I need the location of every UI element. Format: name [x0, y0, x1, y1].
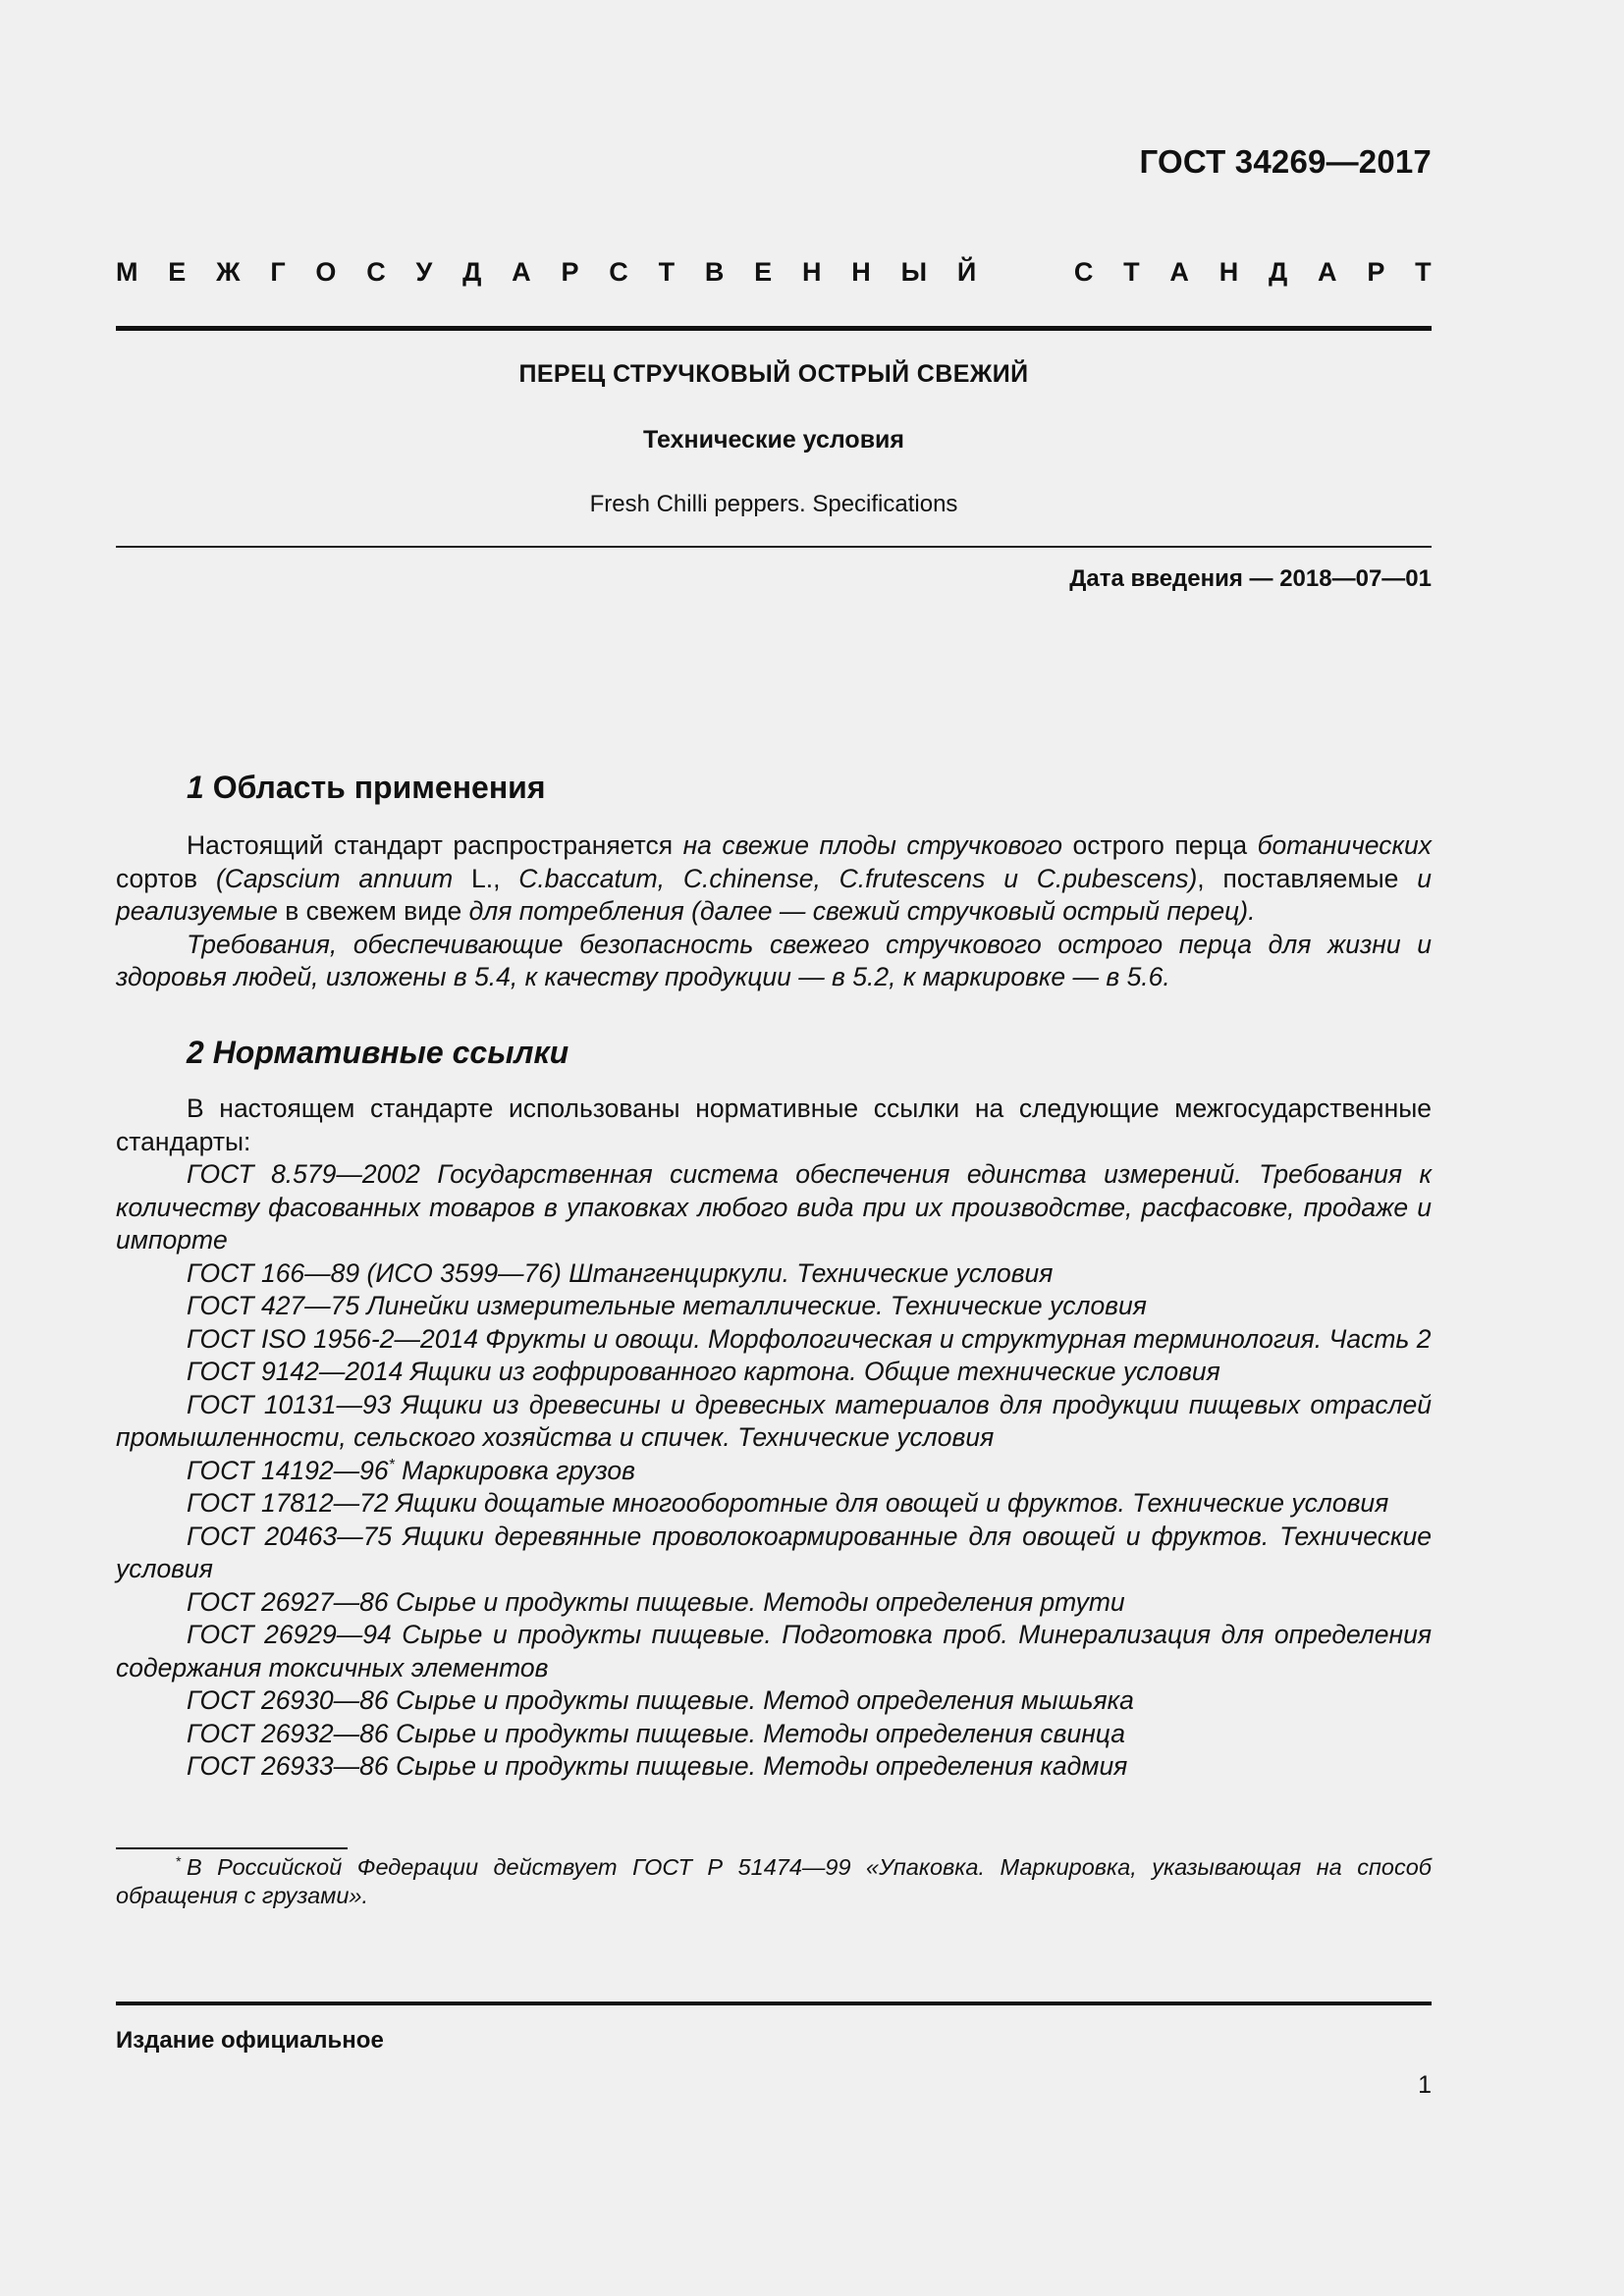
banner-letter: Р	[1367, 257, 1385, 287]
text-run: сортов	[116, 863, 216, 893]
banner-letter: А	[512, 257, 531, 287]
text-run: ГОСТ 14192—96	[187, 1455, 389, 1485]
section-number: 1	[187, 770, 204, 805]
text-run: L.,	[453, 863, 519, 893]
reference-item: ГОСТ 26929—94 Сырье и продукты пищевые. Подготовка проб. Минерализация для определения содержания токсичных элементов	[116, 1620, 1432, 1682]
reference-item: ГОСТ 8.579—2002 Государственная система обеспечения единства измерений. Требования к количеству фасованных товаров в упаковках любого вида при их производстве, расфасовке, продаже и импорте	[116, 1159, 1432, 1255]
section-2-heading	[187, 1035, 568, 1071]
text-run: , поставляемые	[1197, 863, 1418, 893]
page-number: 1	[1418, 2071, 1432, 2099]
footnote-text: В Российской Федерации действует ГОСТ Р 51474—99 «Упаковка. Маркировка, указывающая на способ обращения с грузами».	[116, 1854, 1432, 1908]
footnote-marker[interactable]: *	[388, 1456, 395, 1473]
header-rule-thick	[116, 326, 1432, 331]
banner-letter: С	[609, 257, 628, 287]
banner-letter: Н	[1218, 257, 1239, 287]
paragraph: В настоящем стандарте использованы нормативные ссылки на следующие межгосударственные стандарты:	[116, 1094, 1432, 1156]
footnote-rule	[116, 1847, 348, 1849]
text-run: в свежем виде	[277, 896, 469, 926]
section-1-heading	[187, 770, 546, 806]
reference-item: ГОСТ 26930—86 Сырье и продукты пищевые. Метод определения мышьяка	[187, 1685, 1134, 1715]
banner-letter: А	[1169, 257, 1189, 287]
banner-letter: Е	[168, 257, 187, 287]
text-run: (Capscium annuum	[215, 863, 454, 893]
document-english-title: Fresh Chilli peppers. Specifications	[589, 491, 958, 517]
text-run: Настоящий стандарт распространяется	[187, 830, 683, 860]
footer-rule	[116, 2002, 1432, 2005]
banner-letter: Ж	[216, 257, 241, 287]
title-rule	[116, 546, 1432, 548]
text-run: ботанических	[1257, 830, 1432, 860]
reference-item: ГОСТ 17812—72 Ящики дощатые многооборотные для овощей и фруктов. Технические условия	[187, 1488, 1389, 1518]
interstate-standard-banner	[116, 257, 1432, 288]
banner-letter: Й	[956, 257, 977, 287]
banner-letter: Д	[1269, 257, 1288, 287]
document-page	[116, 0, 1432, 2296]
section-title: Нормативные ссылки	[212, 1035, 569, 1070]
text-run: Маркировка грузов	[394, 1455, 635, 1485]
footnote-mark-symbol: *	[175, 1853, 181, 1870]
introduction-date: Дата введения — 2018—07—01	[1069, 565, 1432, 592]
reference-item: ГОСТ 166—89 (ИСО 3599—76) Штангенциркули. Технические условия	[187, 1257, 1054, 1288]
section-number: 2	[187, 1035, 204, 1070]
reference-item: ГОСТ 26932—86 Сырье и продукты пищевые. Методы определения свинца	[187, 1718, 1125, 1748]
banner-letter: Р	[561, 257, 579, 287]
reference-item: ГОСТ 9142—2014 Ящики из гофрированного картона. Общие технические условия	[187, 1357, 1220, 1386]
document-subtitle: Технические условия	[642, 426, 905, 454]
reference-item: ГОСТ 26927—86 Сырье и продукты пищевые. Методы определения ртути	[187, 1586, 1125, 1617]
banner-letter: А	[1318, 257, 1337, 287]
banner-word-gap	[1006, 257, 1044, 288]
banner-letter: Г	[270, 257, 286, 287]
banner-letter: С	[366, 257, 386, 287]
banner-letter: У	[415, 257, 433, 287]
reference-item: ГОСТ 20463—75 Ящики деревянные проволокоармированные для овощей и фруктов. Технические условия	[116, 1521, 1432, 1583]
text-run: C.baccatum, C.chinense, C.frutescens и C.pubescens)	[518, 863, 1198, 893]
banner-letter: М	[116, 257, 138, 287]
banner-letter: О	[315, 257, 337, 287]
banner-letter: Е	[754, 257, 773, 287]
banner-letter: Ы	[900, 257, 928, 287]
banner-letter: Н	[851, 257, 871, 287]
banner-letter: Д	[462, 257, 482, 287]
banner-letter: Т	[658, 257, 676, 287]
paragraph: Требования, обеспечивающие безопасность свежего стручкового острого перца для жизни и здоровья людей, изложены в 5.4, к качеству продукции — в 5.2, к маркировке — в 5.6.	[116, 929, 1432, 991]
banner-letter: В	[704, 257, 725, 287]
footnote	[116, 1853, 1432, 1910]
official-edition-label: Издание официальное	[116, 2027, 384, 2054]
banner-letter: Т	[1123, 257, 1140, 287]
banner-letter: С	[1073, 257, 1094, 287]
text-run: острого перца	[1062, 830, 1258, 860]
reference-item: ГОСТ 427—75 Линейки измерительные металлические. Технические условия	[187, 1291, 1147, 1320]
reference-item: ГОСТ 26933—86 Сырье и продукты пищевые. Методы определения кадмия	[187, 1751, 1128, 1781]
reference-item	[116, 1455, 1432, 1488]
reference-item: ГОСТ ISO 1956-2—2014 Фрукты и овощи. Морфологическая и структурная терминология. Часть 2	[187, 1323, 1432, 1354]
section-title: Область применения	[212, 770, 546, 805]
paragraph	[116, 829, 1432, 929]
document-title: ПЕРЕЦ СТРУЧКОВЫЙ ОСТРЫЙ СВЕЖИЙ	[518, 360, 1029, 388]
section-1-body	[116, 829, 1432, 994]
section-2-body	[116, 1093, 1432, 1784]
text-run: для потребления (далее — свежий стручковый острый перец).	[468, 896, 1256, 926]
banner-letter: Т	[1415, 257, 1432, 287]
text-run: и реализуемые	[116, 863, 1432, 926]
standard-code: ГОСТ 34269—2017	[1139, 143, 1432, 180]
reference-item: ГОСТ 10131—93 Ящики из древесины и древесных материалов для продукции пищевых отраслей промышленности, сельского хозяйства и спичек. Технические условия	[116, 1389, 1432, 1452]
footnote-mark	[116, 1853, 187, 1882]
text-run: на свежие плоды стручкового	[682, 830, 1062, 860]
banner-letter: Н	[801, 257, 822, 287]
